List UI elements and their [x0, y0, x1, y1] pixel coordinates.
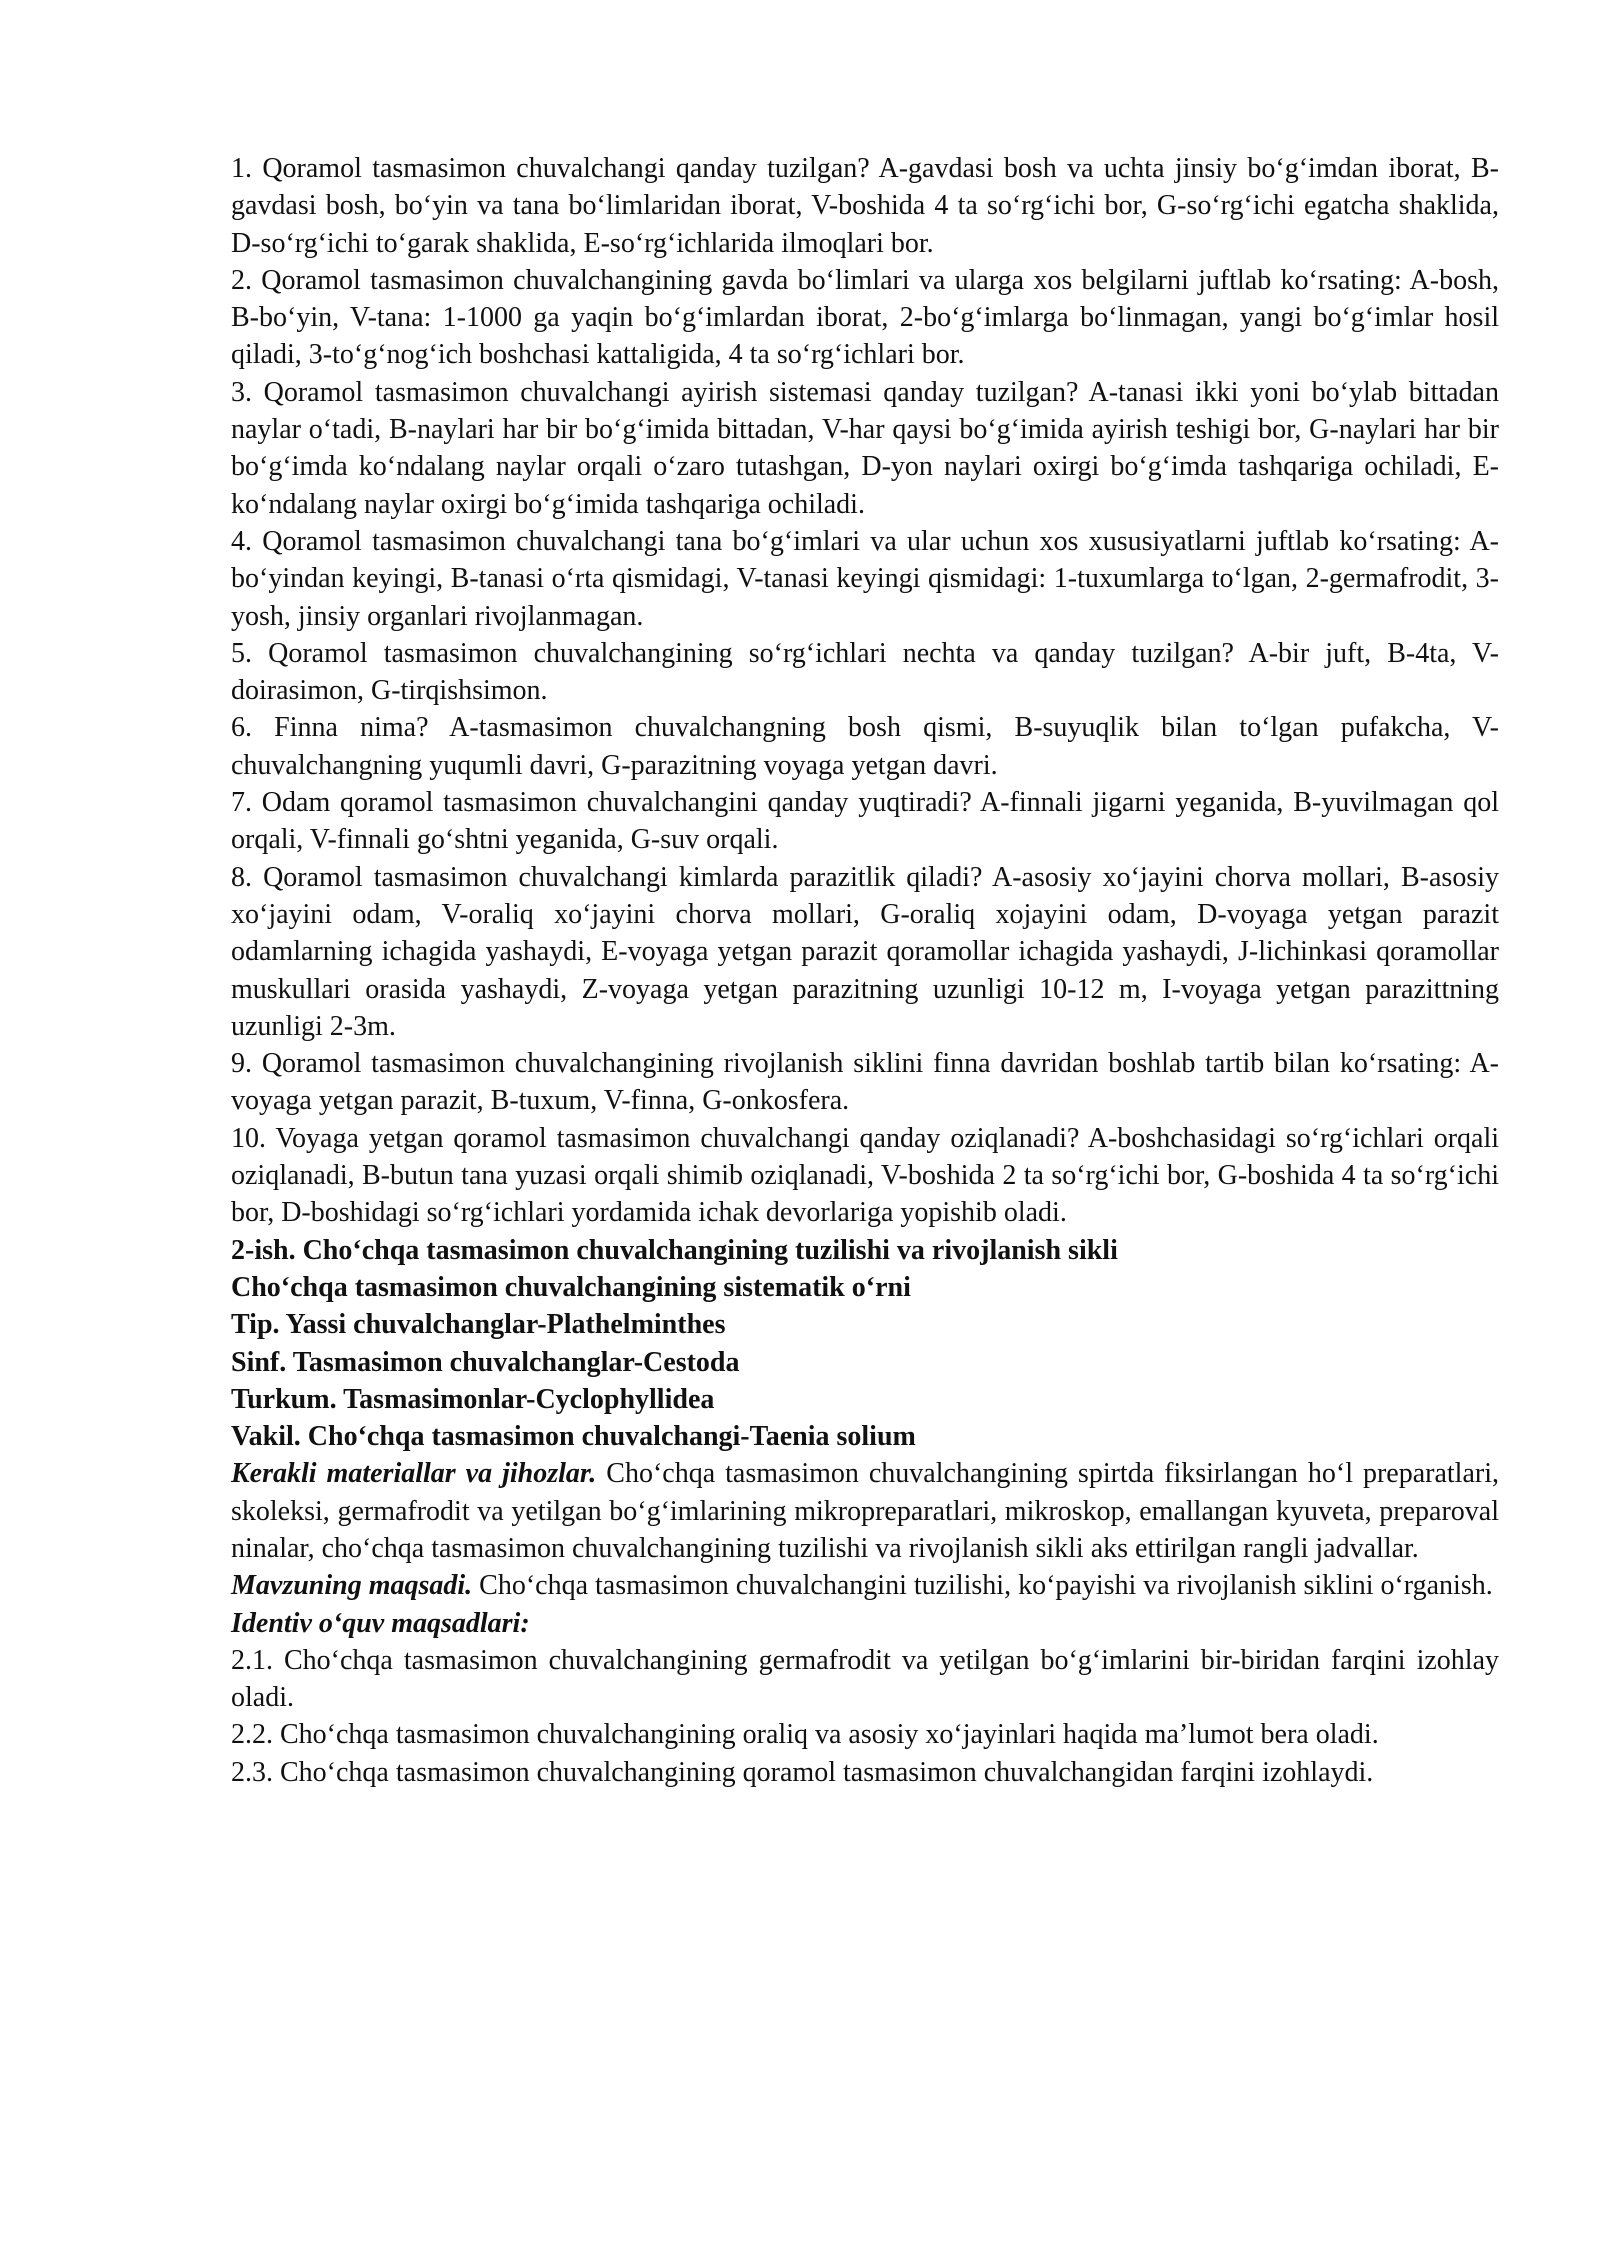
question-3: 3. Qoramol tasmasimon chuvalchangi ayirish sistemasi qanday tuzilgan? A-tanasi ikki yoni bo‘ylab bittadan naylar o‘tadi, B-naylari har bir bo‘g‘imida bittadan, V-har qaysi bo‘g‘imida ayirish teshigi bor, G-naylari har bir bo‘g‘imda ko‘ndalang naylar orqali o‘zaro tutashgan, D-yon naylari oxirgi bo‘g‘imda tashqariga ochiladi, E-ko‘ndalang naylar oxirgi bo‘g‘imida tashqariga ochiladi.: [231, 376, 1499, 520]
question-5: 5. Qoramol tasmasimon chuvalchangining so‘rg‘ichlari nechta va qanday tuzilgan? A-bir juft, B-4ta, V-doirasimon, G-tirqishsimon.: [231, 637, 1499, 707]
question-6: 6. Finna nima? A-tasmasimon chuvalchangning bosh qismi, B-suyuqlik bilan to‘lgan pufakcha, V-chuvalchangning yuqumli davri, G-parazitning voyaga yetgan davri.: [231, 712, 1499, 781]
question-7: 7. Odam qoramol tasmasimon chuvalchangini qanday yuqtiradi? A-finnali jigarni yeganida, B-yuvilmagan qol orqali, V-finnali go‘shtni yeganida, G-suv orqali.: [231, 787, 1499, 856]
question-1: 1. Qoramol tasmasimon chuvalchangi qanday tuzilgan? A-gavdasi bosh va uchta jinsiy bo‘g‘imdan iborat, B-gavdasi bosh, bo‘yin va tana bo‘limlaridan iborat, V-boshida 4 ta so‘rg‘ichi bor, G-so‘rg‘ichi egatcha shaklida, D-so‘rg‘ichi to‘garak shaklida, E-so‘rg‘ichlarida ilmoqlari bor.: [231, 153, 1499, 259]
question-4: 4. Qoramol tasmasimon chuvalchangi tana bo‘g‘imlari va ular uchun xos xususiyatlarni juftlab ko‘rsating: A-bo‘yindan keyingi, B-tanasi o‘rta qismidagi, V-tanasi keyingi qismidagi: 1-tuxumlarga to‘lgan, 2-germafrodit, 3-yosh, jinsiy organlari rivojlanmagan.: [231, 525, 1499, 632]
taxonomy-vakil: Vakil. Cho‘chqa tasmasimon chuvalchangi-Taenia solium: [231, 1421, 916, 1453]
document-page: [231, 150, 1499, 1791]
taxonomy-turkum: Turkum. Tasmasimonlar-Cyclophyllidea: [231, 1383, 715, 1415]
taxonomy-sinf: Sinf. Tasmasimon chuvalchanglar-Cestoda: [231, 1346, 740, 1378]
question-10: 10. Voyaga yetgan qoramol tasmasimon chuvalchangi qanday oziqlanadi? A-boshchasidagi so‘rg‘ichlari orqali oziqlanadi, B-butun tana yuzasi orqali shimib oziqlanadi, V-boshida 2 ta so‘rg‘ichi bor, G-boshida 4 ta so‘rg‘ichi bor, D-boshidagi so‘rg‘ichlari yordamida ichak devorlariga yopishib oladi.: [231, 1122, 1499, 1229]
section-title: 2-ish. Cho‘chqa tasmasimon chuvalchangining tuzilishi va rivojlanish sikli: [231, 1234, 1118, 1266]
question-8: 8. Qoramol tasmasimon chuvalchangi kimlarda parazitlik qiladi? A-asosiy xo‘jayini chorva mollari, B-asosiy xo‘jayini odam, V-oraliq xo‘jayini chorva mollari, G-oraliq xojayini odam, D-voyaga yetgan parazit odamlarning ichagida yashaydi, E-voyaga yetgan parazit qoramollar ichagida yashaydi, J-lichinkasi qoramollar muskullari orasida yashaydi, Z-voyaga yetgan parazitning uzunligi 10-12 m, I-voyaga yetgan parazittning uzunligi 2-3m.: [231, 861, 1499, 1042]
objective-item: 2.1. Cho‘chqa tasmasimon chuvalchangining germafrodit va yetilgan bo‘g‘imlarini bir-biridan farqini izohlay oladi.: [231, 1644, 1499, 1714]
materials-paragraph: [231, 1455, 1499, 1567]
goal-paragraph: [231, 1567, 1499, 1604]
goal-text: Cho‘chqa tasmasimon chuvalchangini tuzilishi, ko‘payishi va rivojlanish siklini o‘rganish.: [472, 1570, 1493, 1602]
materials-label: Kerakli materiallar va jihozlar.: [231, 1458, 597, 1490]
taxonomy-tip: Tip. Yassi chuvalchanglar-Plathelminthes: [231, 1309, 726, 1341]
objective-item: 2.2. Cho‘chqa tasmasimon chuvalchangining oraliq va asosiy xo‘jayinlari haqida ma’lumot bera oladi.: [231, 1719, 1379, 1751]
materials-text: Cho‘chqa tasmasimon chuvalchangining spirtda fiksirlangan ho‘l preparatlari, skoleksi, germafrodit va yetilgan bo‘g‘imlarining mikropreparatlari, mikroskop, emallangan kyuveta, preparoval ninalar, cho‘chqa tasmasimon chuvalchangining tuzilishi va rivojlanish sikli aks ettirilgan rangli jadvallar.: [231, 1458, 1499, 1564]
question-2: 2. Qoramol tasmasimon chuvalchangining gavda bo‘limlari va ularga xos belgilarni juftlab ko‘rsating: A-bosh, B-bo‘yin, V-tana: 1-1000 ga yaqin bo‘g‘imlardan iborat, 2-bo‘g‘imlarga bo‘linmagan, yangi bo‘g‘imlar hosil qiladi, 3-to‘g‘nog‘ich boshchasi kattaligida, 4 ta so‘rg‘ichlari bor.: [231, 264, 1499, 371]
question-9: 9. Qoramol tasmasimon chuvalchangining rivojlanish siklini finna davridan boshlab tartib bilan ko‘rsating: A-voyaga yetgan parazit, B-tuxum, V-finna, G-onkosfera.: [231, 1048, 1499, 1117]
systematic-title: Cho‘chqa tasmasimon chuvalchangining sistematik o‘rni: [231, 1271, 911, 1303]
objective-item: 2.3. Cho‘chqa tasmasimon chuvalchangining qoramol tasmasimon chuvalchangidan farqini izohlaydi.: [231, 1756, 1374, 1788]
objectives-heading: Identiv o‘quv maqsadlari:: [231, 1607, 530, 1639]
goal-label: Mavzuning maqsadi.: [231, 1570, 473, 1602]
